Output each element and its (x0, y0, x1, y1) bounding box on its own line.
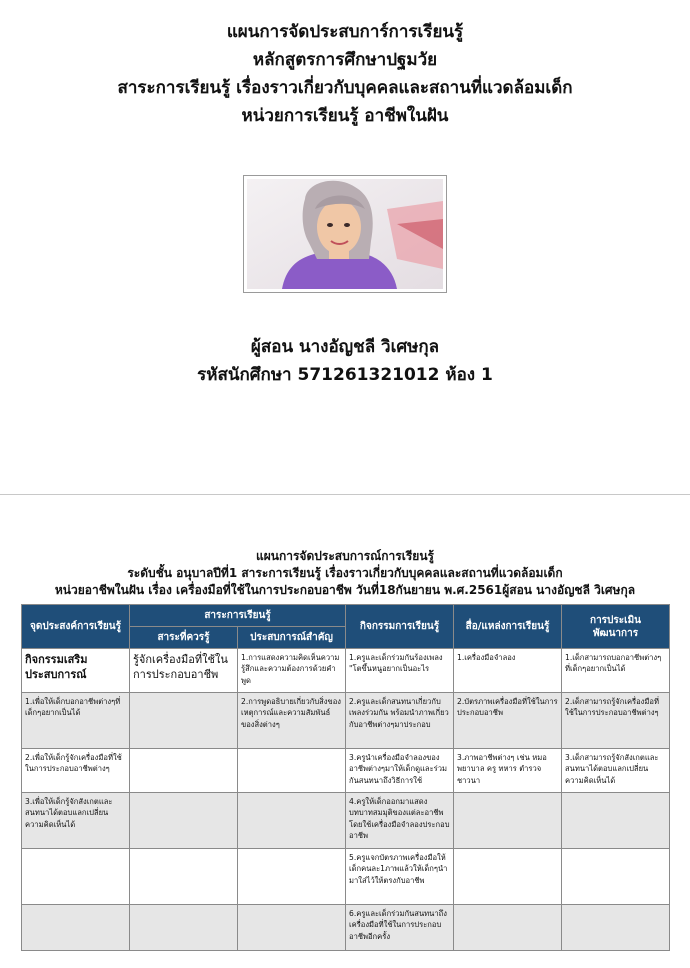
table-row (22, 793, 670, 849)
teacher-photo (243, 175, 447, 293)
teacher-info (0, 333, 690, 389)
student-id: รหัสนักศึกษา 571261321012 ห้อง 1 (197, 365, 493, 385)
cell-media: 3.ภาพอาชีพต่างๆ เช่น หมอ พยาบาล ครู ทหาร ตำรวจ ชาวนา (454, 749, 562, 793)
header-assessment-line-1: การประเมิน (590, 614, 641, 626)
page-divider (0, 494, 690, 495)
table-row (22, 693, 670, 749)
cell-media (454, 905, 562, 951)
cover-title-block (0, 18, 690, 130)
cell-key-experience (238, 793, 346, 849)
cell-key-experience: 2.การพูดอธิบายเกี่ยวกับสิ่งของเหตุการณ์และความสัมพันธ์ของสิ่งต่างๆ (238, 693, 346, 749)
cell-media: 1.เครื่องมือจำลอง (454, 649, 562, 693)
teacher-portrait-image (247, 179, 443, 289)
cover-title-line-4: หน่วยการเรียนรู้ อาชีพในฝัน (241, 106, 449, 126)
header-should-know: สาระที่ควรรู้ (130, 627, 238, 649)
cover-title-line-1: แผนการจัดประสบการ์การเรียนรู้ (226, 22, 464, 42)
cell-activity: 5.ครูแจกบัตรภาพเครื่องมือให้เด็กคนละ1ภาพแล้วให้เด็กๆนำมาใส่ไว้ให้ตรงกับอาชีพ (346, 849, 454, 905)
header-key-experience: ประสบการณ์สำคัญ (238, 627, 346, 649)
cell-objective: 3.เพื่อให้เด็กรู้จักสังเกตและสนทนาได้ตอบแลกเปลี่ยนความคิดเห็นได้ (22, 793, 130, 849)
cell-should-know: รู้จักเครื่องมือที่ใช้ในการประกอบอาชีพ (130, 649, 238, 693)
plan-title-line-2: ระดับชั้น อนุบาลปีที่1 สาระการเรียนรู้ เรื่องราวเกี่ยวกับบุคคลและสถานที่แวดล้อมเด็ก (127, 566, 563, 580)
table-row (22, 849, 670, 905)
cell-should-know (130, 693, 238, 749)
plan-title-line-1: แผนการจัดประสบการณ์การเรียนรู้ (256, 549, 434, 563)
cell-assessment (562, 793, 670, 849)
cell-media (454, 849, 562, 905)
cover-title-line-2: หลักสูตรการศึกษาปฐมวัย (252, 50, 438, 70)
table-row (22, 749, 670, 793)
cell-objective (22, 849, 130, 905)
cell-objective: 1.เพื่อให้เด็กบอกอาชีพต่างๆที่เด็กๆอยากเป็นได้ (22, 693, 130, 749)
table-row (22, 649, 670, 693)
cell-key-experience (238, 849, 346, 905)
cell-objective (22, 905, 130, 951)
cell-should-know (130, 793, 238, 849)
cell-assessment: 3.เด็กสามารถรู้จักสังเกตและสนทนาได้ตอบแลกเปลี่ยนความคิดเห็นได้ (562, 749, 670, 793)
cell-assessment: 1.เด็กสามารถบอกอาชีพต่างๆที่เด็กๆอยากเป็นได้ (562, 649, 670, 693)
plan-title-line-3: หน่วยอาชีพในฝัน เรื่อง เครื่องมือที่ใช้ในการประกอบอาชีพ วันที่18กันยายน พ.ศ.2561ผู้สอน นางอัญชลี วิเศษกุล (54, 583, 636, 597)
teacher-name: ผู้สอน นางอัญชลี วิเศษกุล (250, 337, 440, 357)
header-objective: จุดประสงค์การเรียนรู้ (22, 605, 130, 649)
cell-media: 2.บัตรภาพเครื่องมือที่ใช้ในการประกอบอาชีพ (454, 693, 562, 749)
cell-objective: 2.เพื่อให้เด็กรู้จักเครื่องมือที่ใช้ในการประกอบอาชีพต่างๆ (22, 749, 130, 793)
cell-assessment: 2.เด็กสามารถรู้จักเครื่องมือที่ใช้ในการประกอบอาชีพต่างๆ (562, 693, 670, 749)
cell-activity: 4.ครูให้เด็กออกมาแสดงบทบาทสมมุติของแต่ละอาชีพโดยใช้เครื่องมือจำลองประกอบอาชีพ (346, 793, 454, 849)
cell-assessment (562, 849, 670, 905)
header-activities: กิจกรรมการเรียนรู้ (346, 605, 454, 649)
header-media: สื่อ/แหล่งการเรียนรู้ (454, 605, 562, 649)
header-assessment-line-2: พัฒนาการ (592, 627, 639, 639)
cell-should-know (130, 749, 238, 793)
cell-activity: 1.ครูและเด็กร่วมกันร้องเพลง "โตขึ้นหนูอยากเป็นอะไร (346, 649, 454, 693)
lesson-plan-table (21, 604, 670, 951)
header-assessment (562, 605, 670, 649)
cell-activity: 3.ครูนำเครื่องมือจำลองของอาชีพต่างๆมาให้เด็กดูและร่วมกันสนทนาถึงวิธีการใช้ (346, 749, 454, 793)
header-content-group: สาระการเรียนรู้ (130, 605, 346, 627)
cell-assessment (562, 905, 670, 951)
cell-should-know (130, 905, 238, 951)
cell-key-experience: 1.การแสดงความคิดเห็นความรู้สึกและความต้องการด้วยคำพูด (238, 649, 346, 693)
cell-activity: 6.ครูและเด็กร่วมกันสนทนาถึงเครื่องมือที่ใช้ในการประกอบอาชีพอีกครั้ง (346, 905, 454, 951)
cell-key-experience (238, 905, 346, 951)
cover-title-line-3: สาระการเรียนรู้ เรื่องราวเกี่ยวกับบุคคลและสถานที่แวดล้อมเด็ก (117, 78, 573, 98)
cell-objective: กิจกรรมเสริมประสบการณ์ (22, 649, 130, 693)
table-row (22, 905, 670, 951)
cell-should-know (130, 849, 238, 905)
cell-key-experience (238, 749, 346, 793)
cell-media (454, 793, 562, 849)
cell-activity: 2.ครูและเด็กสนทนาเกี่ยวกับเพลงร่วมกัน พร้อมนำภาพเกี่ยวกับอาชีพต่างๆมาประกอบ (346, 693, 454, 749)
plan-title-block (0, 548, 690, 599)
